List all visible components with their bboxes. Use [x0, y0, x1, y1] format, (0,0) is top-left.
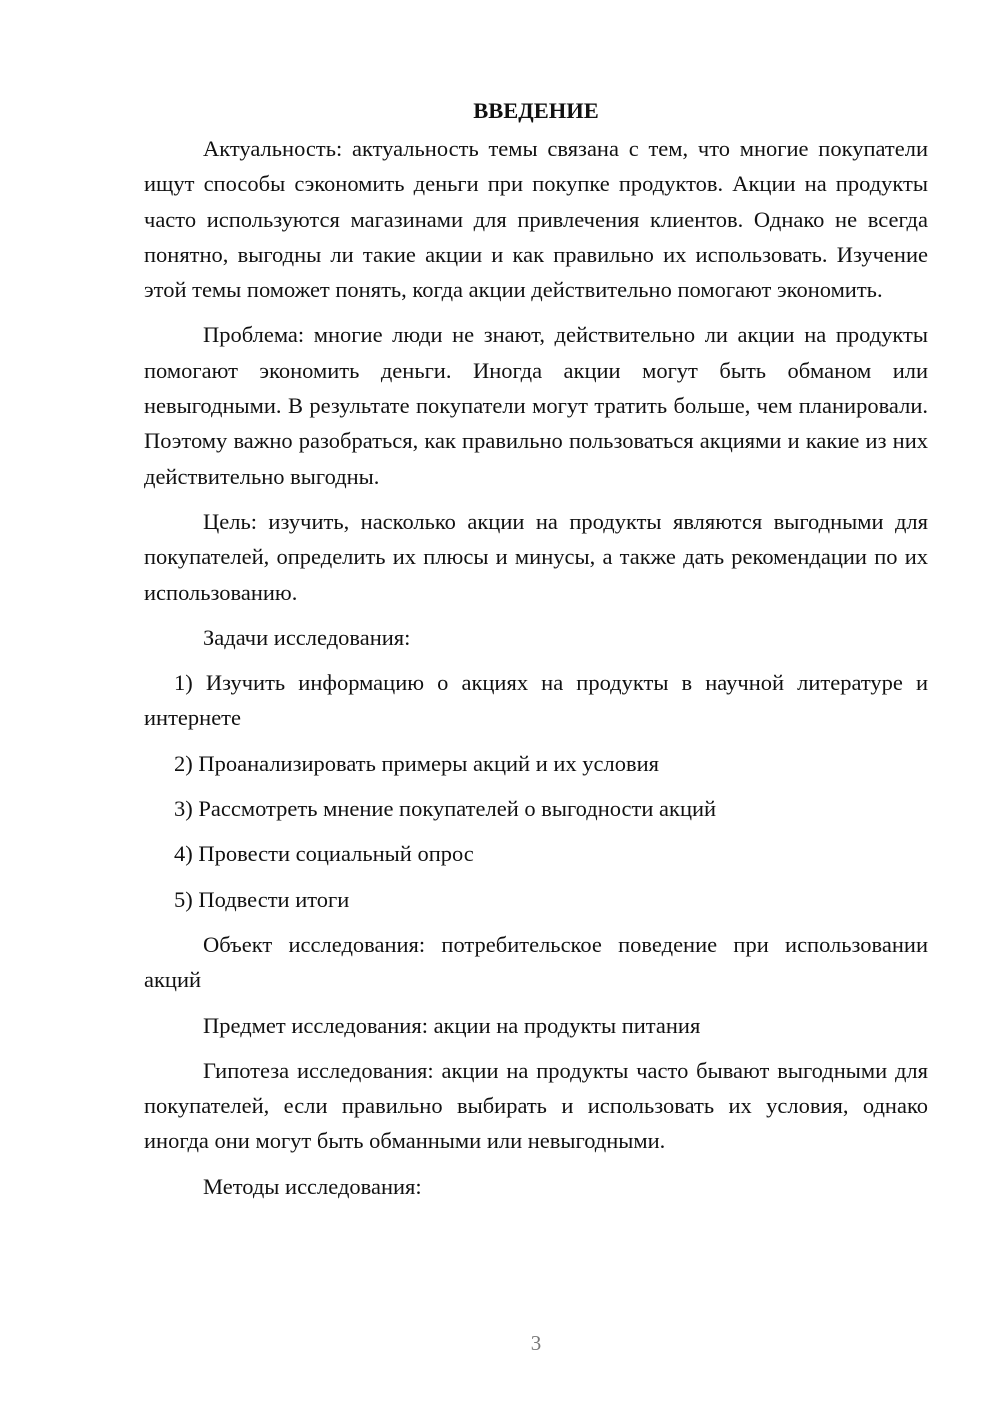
- tasks-heading: Задачи исследования:: [203, 624, 411, 650]
- page-number: 3: [530, 1331, 542, 1355]
- document-body: [144, 93, 928, 1204]
- problem-paragraph: Проблема: многие люди не знают, действительно ли акции на продукты помогают экономить деньги. Иногда акции могут быть обманом или невыгодными. В результате покупатели могут тратить больше, чем планировали. Поэтому важно разобраться, как правильно пользоваться акциями и какие из них действительно выгодны.: [144, 322, 928, 489]
- hypothesis-paragraph: Гипотеза исследования: акции на продукты часто бывают выгодными для покупателей, если правильно выбирать и использовать их условия, однако иногда они могут быть обманными или невыгодными.: [144, 1057, 928, 1154]
- task-item-5: 5) Подвести итоги: [174, 886, 350, 912]
- relevance-paragraph: Актуальность: актуальность темы связана с тем, что многие покупатели ищут способы сэкономить деньги при покупке продуктов. Акции на продукты часто используются магазинами для привлечения клиентов. Однако не всегда понятно, выгодны ли такие акции и как правильно их использовать. Изучение этой темы поможет понять, когда акции действительно помогают экономить.: [144, 136, 928, 303]
- object-paragraph: Объект исследования: потребительское поведение при использовании акций: [144, 931, 928, 993]
- goal-paragraph: Цель: изучить, насколько акции на продукты являются выгодными для покупателей, определить их плюсы и минусы, а также дать рекомендации по их использованию.: [144, 508, 928, 605]
- methods-heading: Методы исследования:: [203, 1173, 422, 1199]
- section-title: ВВЕДЕНИЕ: [473, 98, 599, 123]
- subject-paragraph: Предмет исследования: акции на продукты питания: [203, 1012, 701, 1038]
- task-item-3: 3) Рассмотреть мнение покупателей о выгодности акций: [174, 796, 717, 822]
- task-item-1: 1) Изучить информацию о акциях на продукты в научной литературе и интернете: [144, 670, 928, 731]
- task-item-2: 2) Проанализировать примеры акций и их условия: [174, 750, 660, 776]
- task-item-4: 4) Провести социальный опрос: [174, 841, 474, 867]
